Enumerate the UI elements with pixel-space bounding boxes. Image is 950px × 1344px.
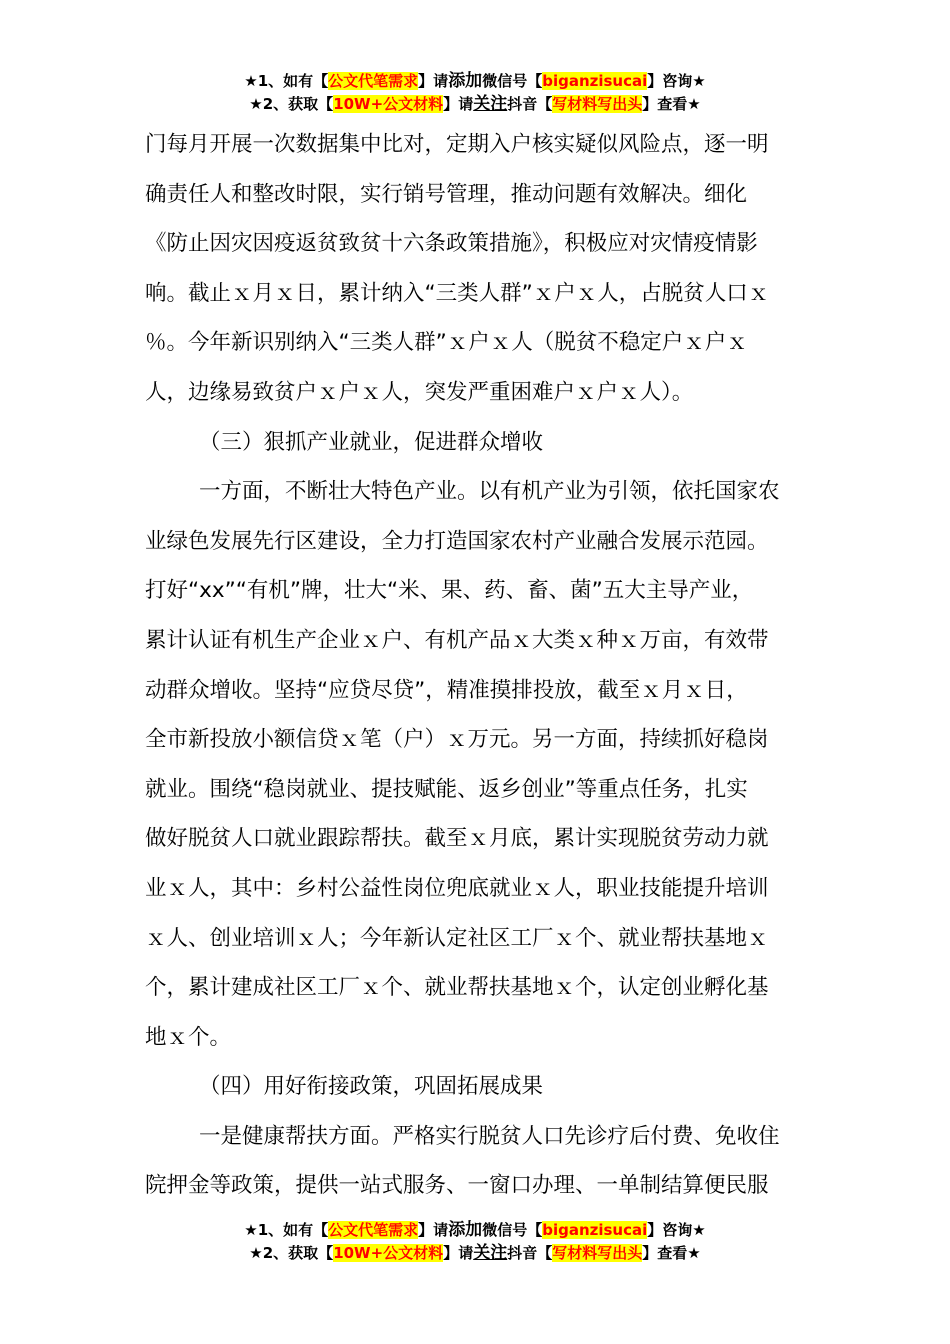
- banner-text: ★1、如有【: [244, 72, 329, 90]
- banner-line-2: [0, 1242, 950, 1265]
- banner-line-2: [0, 93, 950, 116]
- body-line: 门每月开展一次数据集中比对，定期入户核实疑似风险点，逐一明: [145, 132, 769, 157]
- section-heading: （四）用好衔接政策，巩固拓展成果: [199, 1074, 544, 1100]
- body-line: 确责任人和整改时限，实行销号管理，推动问题有效解决。细化: [145, 181, 748, 207]
- banner-text: 】请: [443, 95, 474, 113]
- banner-text: 】请: [443, 1244, 474, 1262]
- banner-text: 微信号【: [482, 72, 543, 90]
- body-line: 一是健康帮扶方面。严格实行脱贫人口先诊疗后付费、免收住: [199, 1123, 780, 1149]
- banner-text: 】查看★: [642, 95, 701, 113]
- section-heading: （三）狠抓产业就业，促进群众增收: [199, 429, 544, 455]
- banner-highlight: 10W+公文材料: [333, 1244, 444, 1262]
- banner-highlight: 公文代笔需求: [328, 72, 419, 90]
- body-line: 一方面，不断壮大特色产业。以有机产业为引领，依托国家农: [199, 479, 780, 505]
- banner-text: 抖音【: [507, 1244, 553, 1262]
- body-line: 《防止因灾因疫返贫致贫十六条政策措施》，积极应对灾情疫情影: [145, 231, 758, 257]
- body-line: 做好脱贫人口就业跟踪帮扶。截至ｘ月底，累计实现脱贫劳动力就: [145, 826, 769, 852]
- body-line: ｘ人、创业培训ｘ人；今年新认定社区工厂ｘ个、就业帮扶基地ｘ: [145, 925, 769, 951]
- banner-text: 抖音【: [507, 95, 553, 113]
- body-line: 就业。围绕“稳岗就业、提技赋能、返乡创业”等重点任务，扎实: [145, 776, 748, 802]
- body-line: 个，累计建成社区工厂ｘ个、就业帮扶基地ｘ个，认定创业孵化基: [145, 975, 769, 1001]
- body-line: 地ｘ个。: [145, 1024, 232, 1050]
- banner-text: 】请: [418, 1221, 449, 1239]
- body-line: 院押金等政策，提供一站式服务、一窗口办理、一单制结算便民服: [145, 1173, 769, 1199]
- banner-text: ★2、获取【: [249, 1244, 334, 1262]
- body-line: 打好“xx”“有机”牌，壮大“米、果、药、畜、菌”五大主导产业，: [145, 578, 754, 604]
- body-line: 全市新投放小额信贷ｘ笔（户）ｘ万元。另一方面，持续抓好稳岗: [145, 727, 769, 753]
- document-body: [145, 120, 820, 1211]
- banner-text: ★2、获取【: [249, 95, 334, 113]
- banner-highlight: 公文代笔需求: [328, 1221, 419, 1239]
- banner-text: 】查看★: [642, 1244, 701, 1262]
- footer-banner: [0, 1219, 950, 1265]
- banner-text: ★1、如有【: [244, 1221, 329, 1239]
- banner-text: 】咨询★: [647, 1221, 706, 1239]
- banner-wechat-id: biganzisucai: [542, 72, 648, 90]
- banner-highlight: 10W+公文材料: [333, 95, 444, 113]
- body-line: 累计认证有机生产企业ｘ户、有机产品ｘ大类ｘ种ｘ万亩，有效带: [145, 627, 769, 653]
- header-banner: [0, 70, 950, 116]
- banner-douyin-id: 写材料写出头: [552, 95, 643, 113]
- body-line: ％。今年新识别纳入“三类人群”ｘ户ｘ人（脱贫不稳定户ｘ户ｘ: [145, 330, 748, 356]
- banner-emphasis: 关注: [473, 94, 508, 114]
- banner-line-1: [0, 1219, 950, 1242]
- body-line: 业绿色发展先行区建设，全力打造国家农村产业融合发展示范园。: [145, 528, 769, 554]
- banner-wechat-id: biganzisucai: [542, 1221, 648, 1239]
- banner-emphasis: 关注: [473, 1243, 508, 1263]
- banner-text: 】咨询★: [647, 72, 706, 90]
- banner-text: 】请: [418, 72, 449, 90]
- banner-text: 微信号【: [482, 1221, 543, 1239]
- body-line: 业ｘ人，其中：乡村公益性岗位兜底就业ｘ人，职业技能提升培训: [145, 875, 769, 901]
- body-line: 响。截止ｘ月ｘ日，累计纳入“三类人群”ｘ户ｘ人，占脱贫人口ｘ: [145, 280, 770, 306]
- banner-line-1: [0, 70, 950, 93]
- body-line: 动群众增收。坚持“应贷尽贷”，精准摸排投放，截至ｘ月ｘ日，: [145, 677, 748, 703]
- banner-emphasis: 添加: [448, 1220, 483, 1240]
- body-line: 人，边缘易致贫户ｘ户ｘ人，突发严重困难户ｘ户ｘ人）。: [145, 379, 694, 405]
- banner-emphasis: 添加: [448, 71, 483, 91]
- banner-douyin-id: 写材料写出头: [552, 1244, 643, 1262]
